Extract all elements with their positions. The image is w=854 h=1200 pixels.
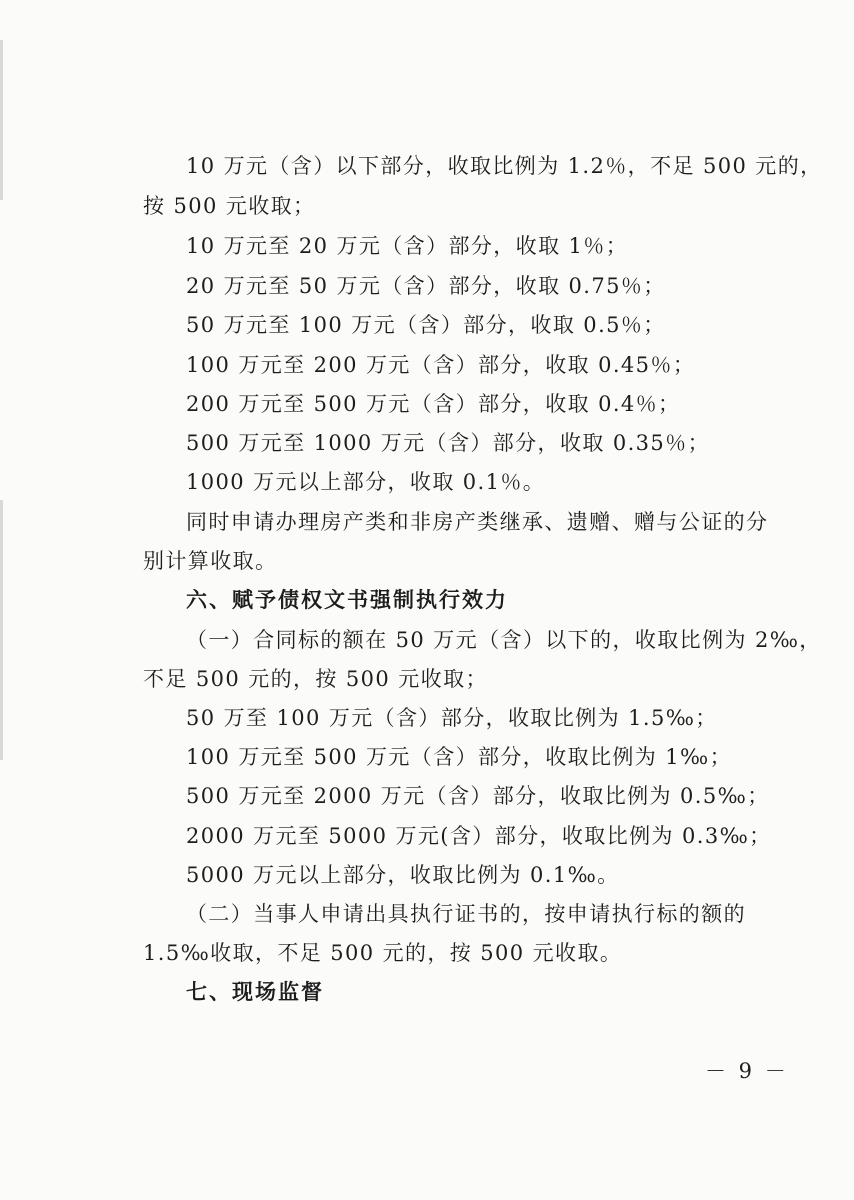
rate-line-500w-2000w: 500 万元至 2000 万元（含）部分，收取比例为 0.5‰；	[186, 784, 770, 808]
clause-two-line: （二）当事人申请出具执行证书的，按申请执行标的额的	[186, 902, 746, 926]
scan-edge-mark	[0, 40, 3, 200]
fee-line-500w-1000w: 500 万元至 1000 万元（含）部分，收取 0.35％；	[186, 431, 710, 455]
clause-one-line: （一）合同标的额在 50 万元（含）以下的，收取比例为 2‰，	[186, 628, 822, 652]
rate-line-50w-100w: 50 万至 100 万元（含）部分，收取比例为 1.5‰；	[186, 706, 718, 730]
rate-line-100w-500w: 100 万元至 500 万元（含）部分，收取比例为 1‰；	[186, 745, 733, 769]
clause-one-minimum: 不足 500 元的，按 500 元收取；	[143, 667, 488, 691]
scan-edge-mark	[0, 500, 3, 760]
section-heading-seven: 七、现场监督	[186, 980, 324, 1004]
page-number: － 9 －	[705, 1059, 789, 1083]
fee-line-under-10w: 10 万元（含）以下部分，收取比例为 1.2％，不足 500 元的，	[186, 154, 823, 178]
fee-line-minimum: 按 500 元收取；	[143, 194, 316, 218]
fee-line-10w-20w: 10 万元至 20 万元（含）部分，收取 1％；	[186, 234, 629, 258]
fee-line-20w-50w: 20 万元至 50 万元（含）部分，收取 0.75％；	[186, 274, 666, 298]
section-heading-six: 六、赋予债权文书强制执行效力	[186, 588, 508, 612]
fee-line-100w-200w: 100 万元至 200 万元（含）部分，收取 0.45％；	[186, 353, 696, 377]
clause-two-cont: 1.5‰收取，不足 500 元的，按 500 元收取。	[143, 941, 623, 965]
rate-line-over-5000w: 5000 万元以上部分，收取比例为 0.1‰。	[186, 863, 620, 887]
paragraph-separate-calc: 同时申请办理房产类和非房产类继承、遗赠、赠与公证的分	[186, 510, 769, 534]
fee-line-50w-100w: 50 万元至 100 万元（含）部分，收取 0.5％；	[186, 313, 666, 337]
fee-line-200w-500w: 200 万元至 500 万元（含）部分，收取 0.4％；	[186, 392, 681, 416]
paragraph-separate-calc-cont: 别计算收取。	[143, 549, 278, 573]
fee-line-over-1000w: 1000 万元以上部分，收取 0.1％。	[186, 470, 546, 494]
rate-line-2000w-5000w: 2000 万元至 5000 万元(含）部分，收取比例为 0.3‰；	[186, 824, 772, 848]
